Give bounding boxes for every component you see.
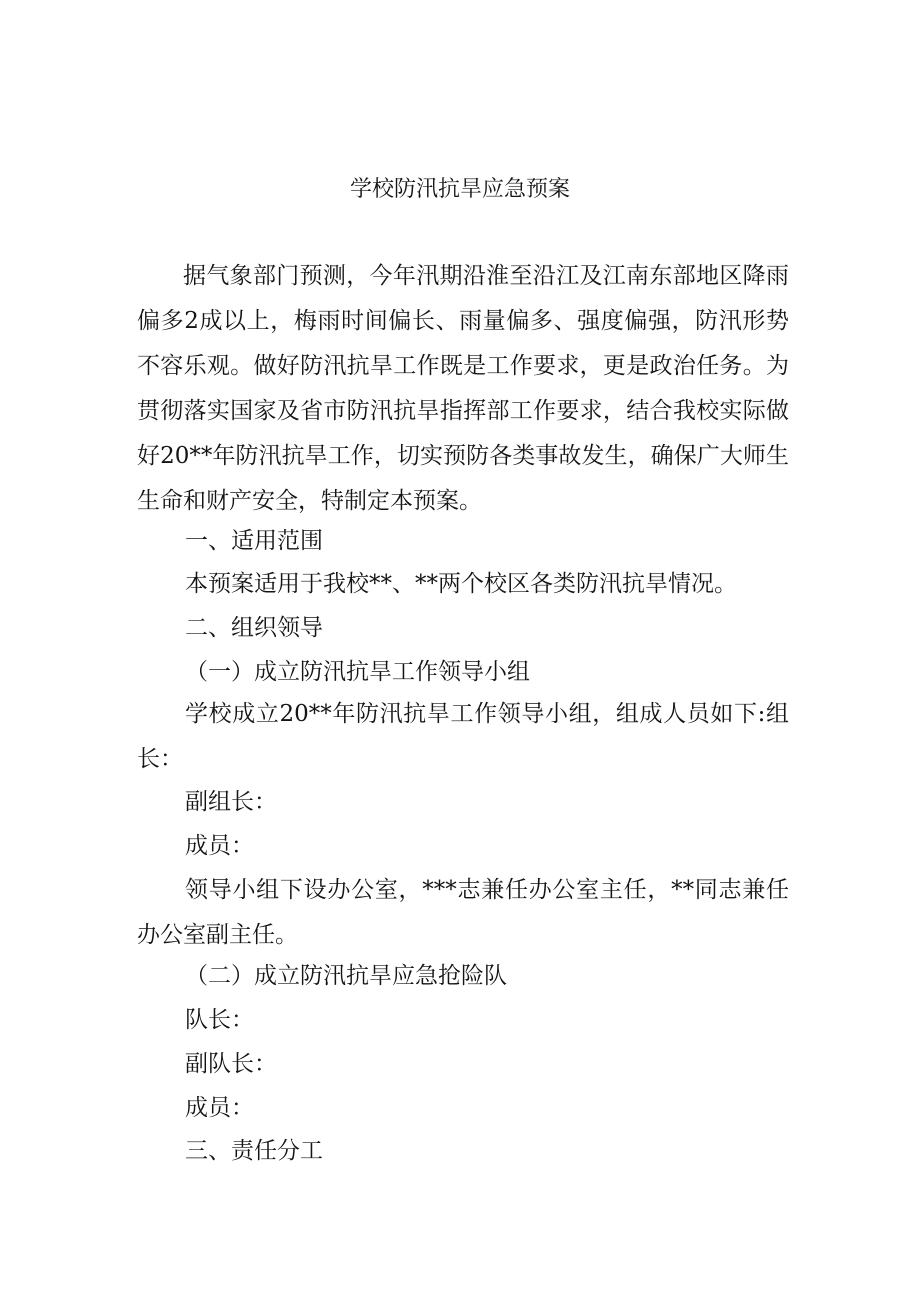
section-heading-responsibilities: 三、责任分工 <box>185 1138 323 1164</box>
office-paragraph: 领导小组下设办公室，***志兼任办公室主任，**同志兼任办公室副主任。 <box>137 877 789 948</box>
subsection-heading-rescue-team: （二）成立防汛抗旱应急抢险队 <box>185 963 507 989</box>
members-line: 成员： <box>185 833 254 859</box>
deputy-team-leader-line: 副队长： <box>185 1051 277 1077</box>
team-leader-line: 队长： <box>185 1007 254 1033</box>
section-heading-organization: 二、组织领导 <box>185 615 323 641</box>
leadership-group-paragraph: 学校成立20**年防汛抗旱工作领导小组，组成人员如下:组长： <box>137 701 789 772</box>
scope-paragraph: 本预案适用于我校**、**两个校区各类防汛抗旱情况。 <box>185 571 737 597</box>
section-heading-scope: 一、适用范围 <box>185 528 323 554</box>
team-members-line: 成员： <box>185 1095 254 1121</box>
deputy-leader-line: 副组长： <box>185 789 277 815</box>
document-title: 学校防汛抗旱应急预案 <box>349 177 570 202</box>
subsection-heading-leadership-group: （一）成立防汛抗旱工作领导小组 <box>185 659 530 685</box>
intro-paragraph: 据气象部门预测，今年汛期沿淮至沿江及江南东部地区降雨偏多2成以上，梅雨时间偏长、雨量偏多、强度偏强，防汛形势不容乐观。做好防汛抗旱工作既是工作要求，更是政治任务。为贯彻落实国家及省市防汛抗旱指挥部工作要求，结合我校实际做好20**年防汛抗旱工作，切实预防各类事故发生，确保广大师生生命和财产安全，特制定本预案。 <box>137 263 789 514</box>
